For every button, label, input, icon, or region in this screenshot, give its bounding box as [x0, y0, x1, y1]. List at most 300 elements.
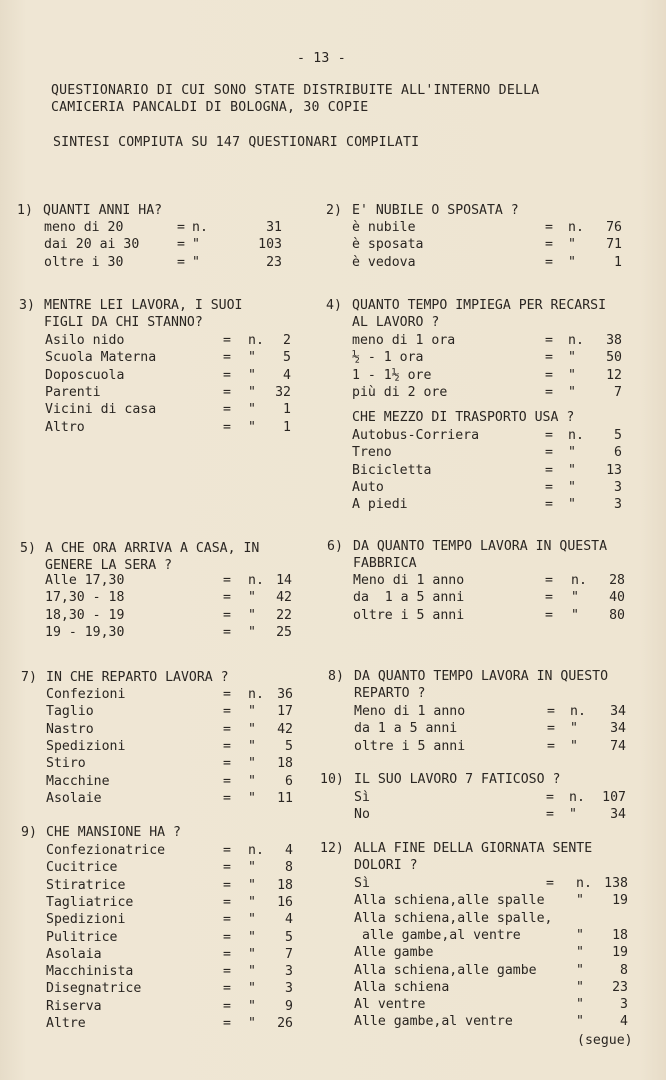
count-prefix: " — [571, 590, 579, 606]
answer-count: 8 — [285, 860, 293, 876]
q5-answer-row — [45, 624, 302, 641]
q6-answer-row — [353, 607, 635, 624]
answer-label: Sì — [354, 790, 370, 805]
answer-label: Vicini di casa — [45, 402, 157, 418]
count-prefix: " — [570, 738, 578, 754]
answer-count: 40 — [609, 590, 625, 606]
answer-count: 4 — [285, 912, 293, 928]
q12-answer-row — [354, 927, 638, 944]
q2-number: 2) — [326, 203, 342, 218]
answer-label: Asilo nido — [45, 333, 125, 348]
answer-count: 4 — [620, 1014, 628, 1030]
answer-count: 3 — [614, 497, 622, 513]
equals-sign: = — [545, 497, 553, 513]
answer-count: 18 — [277, 877, 293, 893]
count-prefix: n. — [570, 704, 586, 719]
equals-sign: = — [223, 590, 231, 606]
q1-number: 1) — [17, 203, 33, 218]
answer-label: Alla schiena,alle spalle, — [354, 910, 553, 926]
count-prefix: " — [248, 402, 256, 418]
q5-answer-row — [45, 572, 302, 589]
count-prefix: " — [248, 981, 256, 997]
q9-answer-row — [46, 998, 303, 1015]
count-prefix: n. — [571, 573, 587, 588]
count-prefix: n. — [248, 573, 264, 588]
q7-number: 7) — [21, 670, 37, 685]
answer-count: 3 — [285, 981, 293, 997]
count-prefix: " — [248, 607, 256, 623]
q9-title: CHE MANSIONE HA ? — [46, 825, 181, 840]
count-prefix: " — [248, 721, 256, 737]
answer-label: A piedi — [352, 497, 408, 513]
q4-title-line-2: AL LAVORO ? — [352, 315, 440, 330]
answer-count: 2 — [283, 333, 291, 348]
count-prefix: " — [248, 590, 256, 606]
answer-label: Asolaia — [46, 946, 102, 962]
equals-sign: = — [545, 350, 553, 366]
q5-answer-row — [45, 589, 302, 606]
answer-label: da 1 a 5 anni — [353, 590, 465, 606]
answer-count: 3 — [285, 964, 293, 980]
count-prefix: " — [248, 877, 256, 893]
answer-label: 18,30 - 19 — [45, 607, 125, 623]
answer-label: Treno — [352, 445, 392, 461]
count-prefix: " — [568, 497, 576, 513]
equals-sign: = — [545, 462, 553, 478]
q4-answer-row — [352, 444, 632, 461]
answer-count: 4 — [283, 367, 291, 383]
count-prefix: " — [248, 773, 256, 789]
q12-answer-row — [354, 910, 638, 927]
answer-count: 23 — [612, 979, 628, 995]
equals-sign: = — [545, 254, 553, 270]
count-prefix: n. — [248, 333, 264, 348]
q6-title-line-2: FABBRICA — [353, 556, 417, 571]
q12-answer-row — [354, 962, 638, 979]
q7-answer-row — [46, 755, 303, 772]
answer-label: oltre i 5 anni — [354, 738, 466, 754]
equals-sign: = — [545, 607, 553, 623]
answer-count: 1 — [283, 402, 291, 418]
q4-subquestion-title: CHE MEZZO DI TRASPORTO USA ? — [352, 410, 575, 425]
answer-count: 6 — [285, 773, 293, 789]
answer-label: Nastro — [46, 721, 94, 737]
q8-title-line-1: DA QUANTO TEMPO LAVORA IN QUESTO — [354, 669, 609, 684]
q3-answer-row — [45, 349, 301, 366]
q2-title: E' NUBILE O SPOSATA ? — [352, 203, 519, 218]
equals-sign: = — [177, 237, 185, 253]
answer-label: dai 20 ai 30 — [44, 237, 140, 253]
equals-sign: = — [545, 590, 553, 606]
q12-title-line-1: ALLA FINE DELLA GIORNATA SENTE — [354, 841, 593, 856]
answer-label: Alle gambe — [354, 945, 434, 961]
continued-note: (segue) — [577, 1033, 633, 1048]
answer-label: Alla schiena,alle spalle — [354, 893, 545, 909]
q9-answer-row — [46, 980, 303, 997]
answer-label: Autobus-Corriera — [352, 428, 480, 443]
answer-count: 103 — [258, 237, 282, 253]
answer-label: Altro — [45, 419, 85, 435]
answer-count: 4 — [285, 843, 293, 858]
q1-title: QUANTI ANNI HA? — [43, 203, 163, 218]
count-prefix: " — [576, 962, 584, 978]
count-prefix: " — [248, 384, 256, 400]
count-prefix: " — [192, 254, 200, 270]
count-prefix: " — [576, 945, 584, 961]
q12-answer-row — [354, 1013, 638, 1030]
answer-label: oltre i 30 — [44, 254, 124, 270]
q6-answer-row — [353, 572, 635, 589]
answer-label: Taglio — [46, 704, 94, 720]
count-prefix: " — [576, 893, 584, 909]
count-prefix: " — [248, 912, 256, 928]
count-prefix: " — [248, 738, 256, 754]
answer-count: 18 — [612, 927, 628, 943]
count-prefix: " — [248, 964, 256, 980]
answer-count: 3 — [614, 479, 622, 495]
equals-sign: = — [223, 843, 231, 858]
equals-sign: = — [223, 687, 231, 702]
answer-label: 1 - 1½ ore — [352, 367, 432, 383]
answer-label: meno di 1 ora — [352, 333, 456, 348]
q6-answer-row — [353, 589, 635, 606]
answer-count: 8 — [620, 962, 628, 978]
answer-count: 3 — [620, 997, 628, 1013]
answer-label: meno di 20 — [44, 220, 124, 235]
q5-answer-row — [45, 607, 302, 624]
answer-count: 9 — [285, 998, 293, 1014]
answer-label: oltre i 5 anni — [353, 607, 465, 623]
answer-label: Riserva — [46, 998, 102, 1014]
q5-title-line-1: A CHE ORA ARRIVA A CASA, IN — [45, 541, 260, 556]
answer-count: 11 — [277, 790, 293, 806]
count-prefix: " — [192, 237, 200, 253]
equals-sign: = — [545, 333, 553, 348]
q10-title: IL SUO LAVORO 7 FATICOSO ? — [354, 772, 561, 787]
q4-answer-row — [352, 496, 632, 513]
count-prefix: " — [568, 384, 576, 400]
answer-label: è sposata — [352, 237, 424, 253]
equals-sign: = — [223, 964, 231, 980]
count-prefix: " — [248, 419, 256, 435]
equals-sign: = — [223, 384, 231, 400]
equals-sign: = — [223, 894, 231, 910]
equals-sign: = — [545, 220, 553, 235]
q7-answer-row — [46, 773, 303, 790]
answer-label: Alla schiena,alle gambe — [354, 962, 537, 978]
answer-count: 42 — [276, 590, 292, 606]
equals-sign: = — [223, 1016, 231, 1031]
equals-sign: = — [545, 367, 553, 383]
answer-count: 28 — [609, 573, 625, 588]
q6-number: 6) — [327, 539, 343, 554]
q8-title-line-2: REPARTO ? — [354, 686, 426, 701]
q3-answer-row — [45, 332, 301, 349]
q12-number: 12) — [320, 841, 344, 856]
q1-answer-row — [44, 219, 292, 236]
q10-answer-row — [354, 789, 636, 806]
answer-count: 23 — [266, 254, 282, 270]
q4-answer-row — [352, 384, 632, 401]
answer-count: 32 — [275, 384, 291, 400]
count-prefix: n. — [576, 876, 592, 891]
answer-count: 36 — [277, 687, 293, 702]
answer-count: 80 — [609, 607, 625, 623]
equals-sign: = — [546, 790, 554, 805]
answer-label: Scuola Materna — [45, 350, 157, 366]
q3-answer-row — [45, 401, 301, 418]
answer-count: 1 — [614, 254, 622, 270]
intro-line-3: SINTESI COMPIUTA SU 147 QUESTIONARI COMPILATI — [53, 135, 420, 150]
answer-label: Meno di 1 anno — [354, 704, 466, 719]
count-prefix: " — [248, 1016, 256, 1031]
q6-title-line-1: DA QUANTO TEMPO LAVORA IN QUESTA — [353, 539, 608, 554]
q5-number: 5) — [20, 541, 36, 556]
q12-answer-row — [354, 979, 638, 996]
q3-answer-row — [45, 419, 301, 436]
answer-count: 5 — [614, 428, 622, 443]
q7-answer-row — [46, 721, 303, 738]
answer-label: Cucitrice — [46, 860, 118, 876]
q4-title-line-1: QUANTO TEMPO IMPIEGA PER RECARSI — [352, 298, 607, 313]
q7-answer-row — [46, 703, 303, 720]
equals-sign: = — [223, 624, 231, 640]
count-prefix: " — [248, 624, 256, 640]
equals-sign: = — [223, 877, 231, 893]
answer-label: Macchine — [46, 773, 110, 789]
answer-count: 7 — [285, 946, 293, 962]
q7-answer-row — [46, 790, 303, 807]
answer-count: 76 — [606, 220, 622, 235]
count-prefix: " — [568, 237, 576, 253]
answer-label: Parenti — [45, 384, 101, 400]
equals-sign: = — [177, 220, 185, 235]
equals-sign: = — [223, 419, 231, 435]
count-prefix: " — [248, 929, 256, 945]
answer-count: 19 — [612, 893, 628, 909]
q9-answer-row — [46, 929, 303, 946]
q8-answer-row — [354, 720, 636, 737]
count-prefix: " — [568, 254, 576, 270]
answer-count: 74 — [610, 738, 626, 754]
equals-sign: = — [223, 773, 231, 789]
q8-answer-row — [354, 703, 636, 720]
q12-answer-row — [354, 892, 638, 909]
equals-sign: = — [223, 929, 231, 945]
answer-count: 34 — [610, 721, 626, 737]
count-prefix: " — [576, 1014, 584, 1030]
answer-count: 50 — [606, 350, 622, 366]
q8-answer-row — [354, 738, 636, 755]
answer-label: 19 - 19,30 — [45, 624, 125, 640]
count-prefix: n. — [568, 333, 584, 348]
count-prefix: n. — [248, 687, 264, 702]
count-prefix: " — [248, 860, 256, 876]
equals-sign: = — [177, 254, 185, 270]
answer-label: ½ - 1 ora — [352, 350, 424, 366]
answer-label: No — [354, 807, 370, 823]
answer-count: 31 — [266, 220, 282, 235]
answer-count: 38 — [606, 333, 622, 348]
answer-label: Spedizioni — [46, 912, 126, 928]
equals-sign: = — [546, 807, 554, 823]
answer-label: più di 2 ore — [352, 384, 448, 400]
count-prefix: " — [568, 350, 576, 366]
count-prefix: n. — [192, 220, 208, 235]
equals-sign: = — [223, 573, 231, 588]
q3-number: 3) — [19, 298, 35, 313]
count-prefix: " — [570, 721, 578, 737]
q4-answer-row — [352, 427, 632, 444]
q9-answer-row — [46, 842, 303, 859]
answer-label: Macchinista — [46, 964, 134, 980]
answer-count: 5 — [283, 350, 291, 366]
count-prefix: " — [248, 704, 256, 720]
q5-title-line-2: GENERE LA SERA ? — [45, 558, 173, 573]
equals-sign: = — [545, 479, 553, 495]
q9-answer-row — [46, 1015, 303, 1032]
q3-title-line-1: MENTRE LEI LAVORA, I SUOI — [44, 298, 243, 313]
q9-answer-row — [46, 911, 303, 928]
equals-sign: = — [223, 721, 231, 737]
answer-label: è nubile — [352, 220, 416, 235]
equals-sign: = — [545, 445, 553, 461]
answer-label: Meno di 1 anno — [353, 573, 465, 588]
answer-label: Auto — [352, 479, 384, 495]
answer-label: Stiratrice — [46, 877, 126, 893]
count-prefix: " — [248, 998, 256, 1014]
count-prefix: " — [248, 894, 256, 910]
answer-count: 1 — [283, 419, 291, 435]
equals-sign: = — [546, 876, 554, 891]
answer-count: 13 — [606, 462, 622, 478]
q12-title-line-2: DOLORI ? — [354, 858, 418, 873]
equals-sign: = — [223, 402, 231, 418]
q12-answer-row — [354, 996, 638, 1013]
equals-sign: = — [545, 573, 553, 588]
q2-answer-row — [352, 236, 632, 253]
equals-sign: = — [223, 912, 231, 928]
answer-count: 42 — [277, 721, 293, 737]
q4-answer-row — [352, 479, 632, 496]
answer-label: alle gambe,al ventre — [354, 927, 521, 943]
q2-answer-row — [352, 219, 632, 236]
answer-count: 34 — [610, 704, 626, 719]
q9-answer-row — [46, 877, 303, 894]
q3-answer-row — [45, 367, 301, 384]
answer-count: 107 — [602, 790, 626, 805]
count-prefix: n. — [569, 790, 585, 805]
q4-answer-row — [352, 462, 632, 479]
page-number: - 13 - — [297, 51, 346, 66]
equals-sign: = — [223, 333, 231, 348]
equals-sign: = — [223, 704, 231, 720]
q10-number: 10) — [320, 772, 344, 787]
equals-sign: = — [223, 981, 231, 997]
equals-sign: = — [223, 607, 231, 623]
answer-label: Al ventre — [354, 997, 426, 1013]
count-prefix: " — [576, 997, 584, 1013]
answer-label: Confezionatrice — [46, 843, 166, 858]
q9-number: 9) — [21, 825, 37, 840]
q4-number: 4) — [326, 298, 342, 313]
answer-label: Asolaie — [46, 790, 102, 806]
answer-label: Disegnatrice — [46, 981, 142, 997]
count-prefix: n. — [568, 428, 584, 443]
q3-answer-row — [45, 384, 301, 401]
intro-line-1: QUESTIONARIO DI CUI SONO STATE DISTRIBUITE ALL'INTERNO DELLA — [51, 83, 540, 98]
answer-label: è vedova — [352, 254, 416, 270]
count-prefix: " — [576, 979, 584, 995]
count-prefix: " — [248, 756, 256, 772]
q9-answer-row — [46, 894, 303, 911]
equals-sign: = — [223, 756, 231, 772]
answer-label: Confezioni — [46, 687, 126, 702]
equals-sign: = — [223, 367, 231, 383]
answer-label: Sì — [354, 876, 370, 891]
q9-answer-row — [46, 859, 303, 876]
q12-answer-row — [354, 944, 638, 961]
answer-count: 19 — [612, 945, 628, 961]
answer-label: Alle gambe,al ventre — [354, 1014, 513, 1030]
equals-sign: = — [545, 384, 553, 400]
q4-answer-row — [352, 349, 632, 366]
count-prefix: " — [568, 479, 576, 495]
count-prefix: " — [576, 927, 584, 943]
q10-answer-row — [354, 806, 636, 823]
equals-sign: = — [223, 860, 231, 876]
q8-number: 8) — [328, 669, 344, 684]
equals-sign: = — [223, 946, 231, 962]
count-prefix: " — [248, 350, 256, 366]
equals-sign: = — [545, 428, 553, 443]
count-prefix: " — [248, 790, 256, 806]
answer-count: 5 — [285, 738, 293, 754]
count-prefix: " — [569, 807, 577, 823]
answer-count: 18 — [277, 756, 293, 772]
answer-label: Bicicletta — [352, 462, 432, 478]
answer-count: 5 — [285, 929, 293, 945]
count-prefix: " — [248, 946, 256, 962]
answer-label: Pulitrice — [46, 929, 118, 945]
answer-count: 12 — [606, 367, 622, 383]
equals-sign: = — [547, 738, 555, 754]
q7-answer-row — [46, 738, 303, 755]
q3-title-line-2: FIGLI DA CHI STANNO? — [44, 315, 203, 330]
q12-answer-row — [354, 875, 638, 892]
answer-count: 25 — [276, 624, 292, 640]
answer-count: 17 — [277, 704, 293, 720]
equals-sign: = — [223, 998, 231, 1014]
answer-count: 7 — [614, 384, 622, 400]
equals-sign: = — [547, 721, 555, 737]
q1-answer-row — [44, 236, 292, 253]
equals-sign: = — [545, 237, 553, 253]
answer-count: 138 — [604, 876, 628, 891]
count-prefix: " — [248, 367, 256, 383]
answer-label: Doposcuola — [45, 367, 125, 383]
equals-sign: = — [547, 704, 555, 719]
count-prefix: " — [568, 445, 576, 461]
q4-answer-row — [352, 367, 632, 384]
count-prefix: " — [571, 607, 579, 623]
answer-label: Altre — [46, 1016, 86, 1031]
equals-sign: = — [223, 790, 231, 806]
answer-count: 16 — [277, 894, 293, 910]
count-prefix: " — [568, 367, 576, 383]
count-prefix: " — [568, 462, 576, 478]
q7-title: IN CHE REPARTO LAVORA ? — [46, 670, 229, 685]
